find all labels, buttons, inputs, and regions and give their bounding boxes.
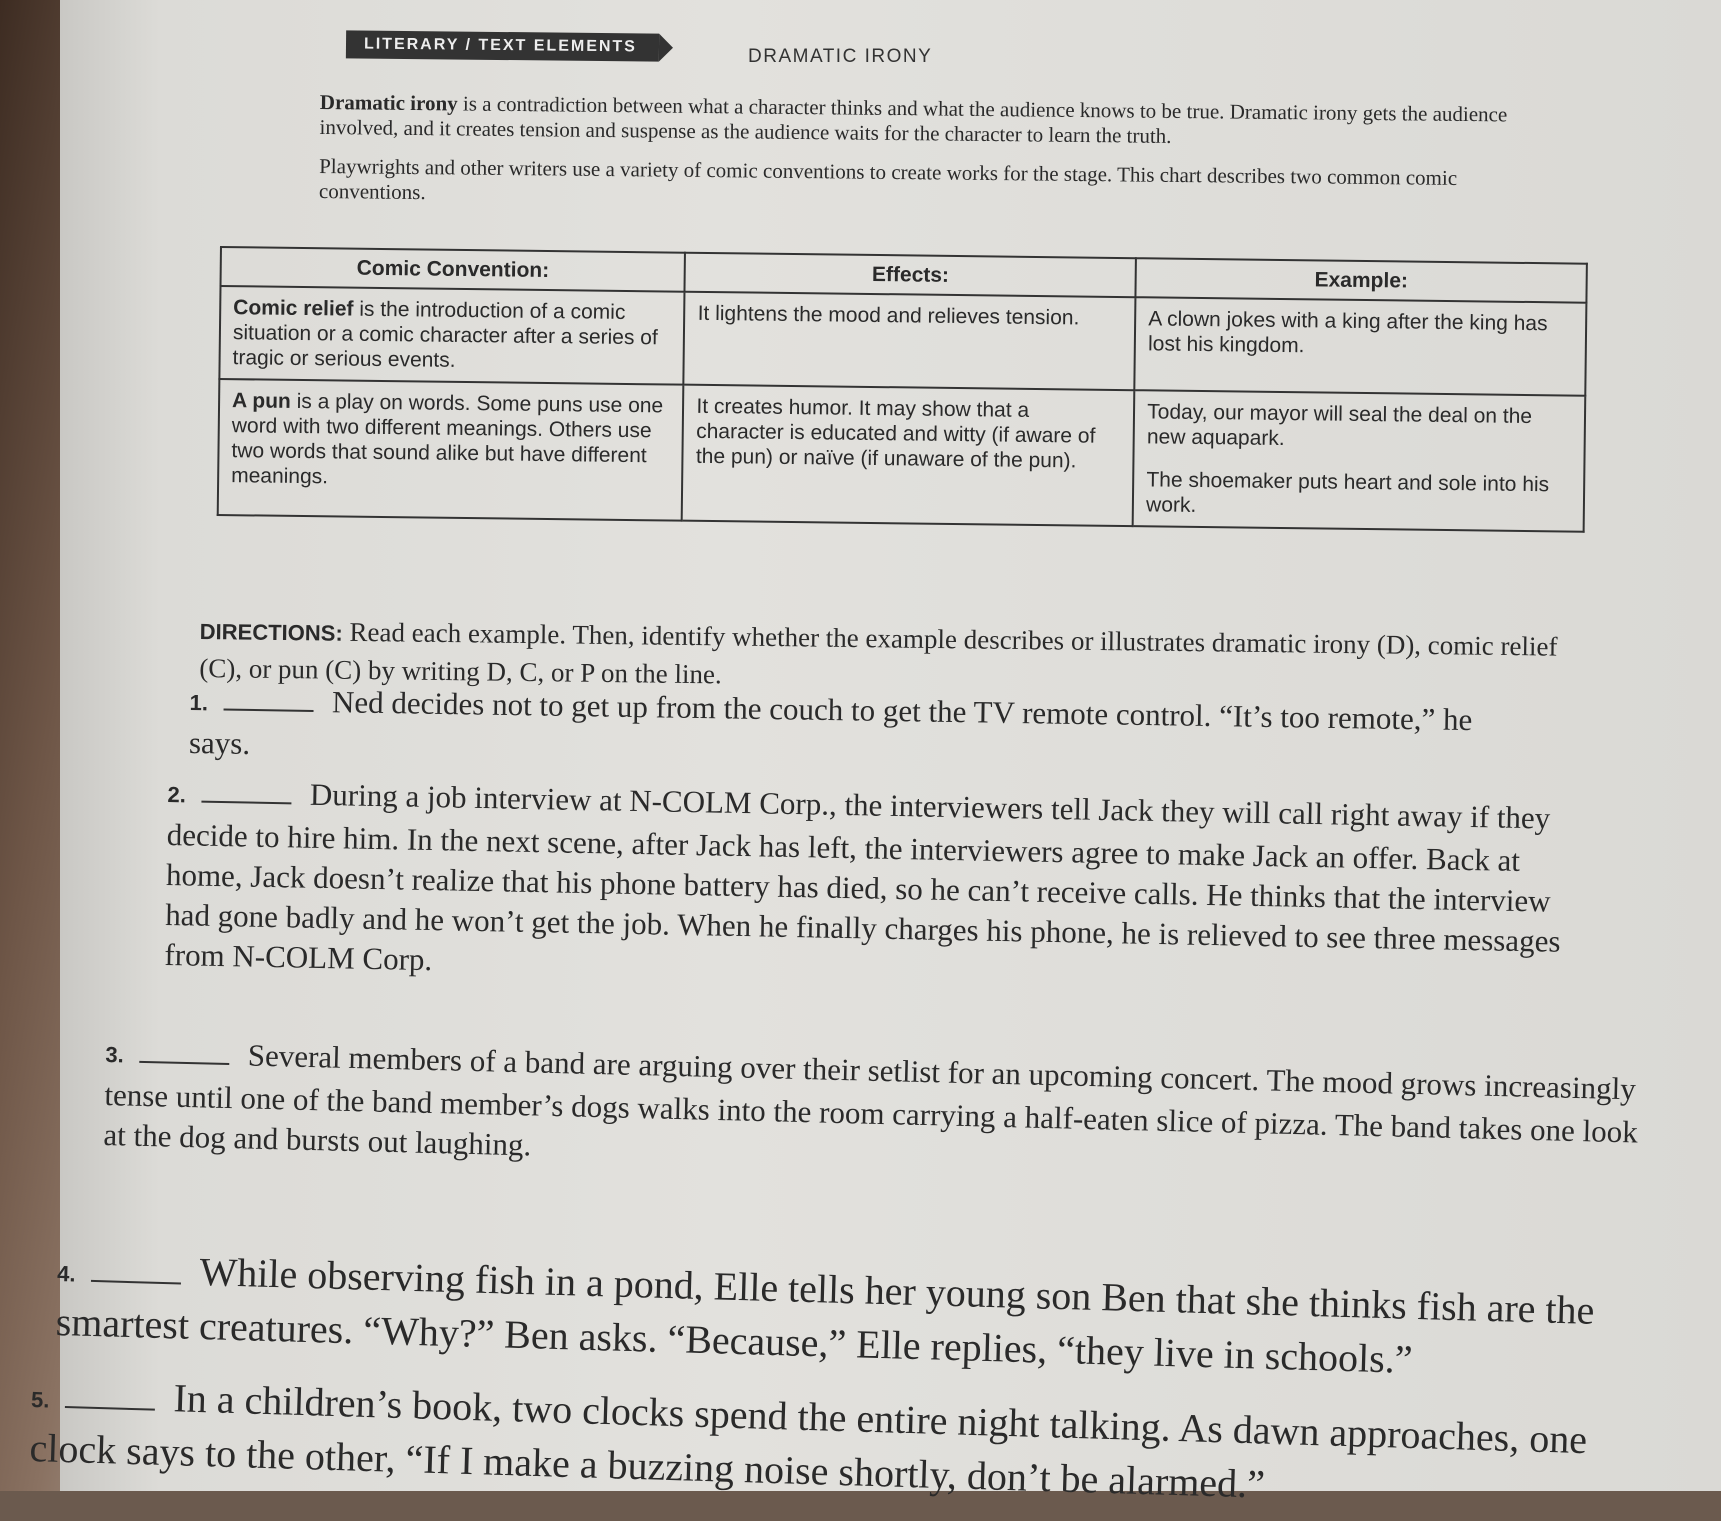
question-number: 1.	[189, 689, 209, 716]
convention-definition: is the introduction of a comic situation or a comic character after a series of tragic or serious events.	[232, 297, 658, 372]
question-text: While observing fish in a pond, Elle tells her young son Ben that she thinks fish are the smartest creatures. “Why?” Ben asks. “Because,” Elle replies, “they live in schools.”	[55, 1248, 1596, 1382]
page-title: DRAMATIC IRONY	[748, 46, 933, 67]
question-5	[29, 1370, 1681, 1521]
answer-blank[interactable]	[224, 685, 314, 712]
table-cell-effects: It lightens the mood and relieves tension.	[684, 292, 1136, 391]
table-row	[219, 286, 1586, 396]
table-header-cell: Effects:	[685, 253, 1136, 298]
answer-blank[interactable]	[202, 777, 292, 805]
question-number: 2.	[167, 781, 187, 808]
answer-blank[interactable]	[65, 1382, 156, 1411]
answer-blank[interactable]	[140, 1037, 231, 1065]
convention-term: A pun	[231, 389, 291, 413]
convention-term: Comic relief	[233, 296, 354, 321]
question-text: In a children’s book, two clocks spend the entire night talking. As dawn approaches, one clock says to the other, “If I make a buzzing noise shortly, don’t be alarmed.”	[29, 1375, 1588, 1507]
table-header-cell: Comic Convention:	[221, 247, 686, 292]
question-text: Ned decides not to get up from the couch to get the TV remote control. “It’s too remote,” he says.	[188, 684, 1473, 761]
question-number: 3.	[105, 1041, 125, 1068]
directions-label: DIRECTIONS:	[199, 618, 343, 646]
answer-blank[interactable]	[91, 1256, 182, 1285]
table-cell-convention	[219, 286, 685, 385]
directions-text: Read each example. Then, identify whether the example describes or illustrates dramatic irony (D), comic relief (C), or pun (C) by writing D, C, or P on the line.	[199, 616, 1558, 690]
example-text-2: The shoemaker puts heart and sole into his work.	[1145, 468, 1550, 517]
table-cell-effects: It creates humor. It may show that a character is educated and witty (if aware of the pun) or naïve (if unaware of the pun).	[682, 385, 1134, 526]
question-text: During a job interview at N-COLM Corp., the interviewers tell Jack they will call right away if they decide to hire him. In the next scene, after Jack has left, the interviewers agree to make Jack an offer. Back at home, Jack doesn’t realize that his phone battery has died, so he can’t receive calls. He thinks that the interview had gone badly and he won’t get the job. When he finally charges his phone, he is relieved to see three messages from N-COLM Corp.	[164, 776, 1561, 978]
question-4	[55, 1244, 1657, 1391]
table-cell-example	[1133, 390, 1585, 531]
section-tag: LITERARY / TEXT ELEMENTS	[346, 30, 659, 61]
intro-text	[319, 90, 1520, 231]
example-text: A clown jokes with a king after the king has lost his kingdom.	[1147, 307, 1548, 358]
comic-conventions-table	[217, 246, 1588, 533]
intro-paragraph-1	[319, 90, 1519, 153]
intro-term: Dramatic irony	[319, 90, 458, 116]
question-2	[164, 772, 1598, 1002]
question-3	[103, 1032, 1646, 1193]
table-header-cell: Example:	[1136, 258, 1587, 303]
question-number: 5.	[30, 1386, 50, 1413]
example-text: Today, our mayor will seal the deal on the new aquapark.	[1146, 400, 1533, 451]
question-text: Several members of a band are arguing over their setlist for an upcoming concert. The mood grows increasingly tense until one of the band member’s dogs walks into the room carrying a half-eaten slice of pizza. The band takes one look at the dog and bursts out laughing.	[103, 1037, 1639, 1163]
table-cell-convention	[218, 379, 684, 521]
convention-definition: is a play on words. Some puns use one word with two different meanings. Others use two words that sound alike but have different meanings.	[231, 389, 664, 489]
table-cell-example	[1135, 297, 1587, 396]
question-number: 4.	[56, 1260, 76, 1287]
table-row	[218, 379, 1586, 532]
intro-paragraph-2: Playwrights and other writers use a variety of comic conventions to create works for the stage. This chart describes two common comic conventions.	[318, 153, 1458, 205]
intro-definition: is a contradiction between what a character thinks and what the audience knows to be true. Dramatic irony gets the audience involved, and it creates tension and suspense as the audience waits for the character to learn the truth.	[319, 91, 1508, 148]
